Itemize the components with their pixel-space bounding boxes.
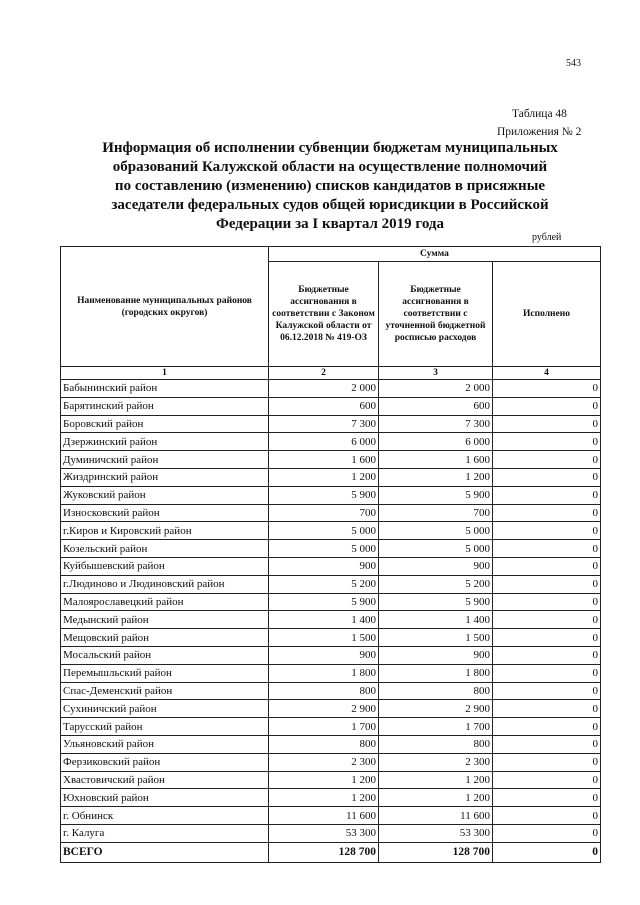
row-budget: 900 <box>379 557 493 575</box>
table-row <box>61 397 601 415</box>
row-budget: 2 300 <box>379 753 493 771</box>
row-name: Ульяновский район <box>61 735 269 753</box>
row-name: Куйбышевский район <box>61 557 269 575</box>
row-name: Медынский район <box>61 611 269 629</box>
row-name: Износковский район <box>61 504 269 522</box>
col-number: 1 <box>61 367 269 380</box>
row-law: 1 600 <box>269 451 379 469</box>
row-executed: 0 <box>493 575 601 593</box>
col-number: 3 <box>379 367 493 380</box>
row-executed: 0 <box>493 380 601 398</box>
title-line: образований Калужской области на осуществление полномочий <box>112 159 548 175</box>
table-row <box>61 486 601 504</box>
col-header-name: Наименование муниципальных районов (городских округов) <box>61 247 269 367</box>
title-line: по составлению (изменению) списков кандидатов в присяжные <box>114 178 546 194</box>
table-row <box>61 593 601 611</box>
row-law: 6 000 <box>269 433 379 451</box>
col-number: 4 <box>493 367 601 380</box>
row-name: Юхновский район <box>61 789 269 807</box>
row-law: 5 900 <box>269 486 379 504</box>
row-budget: 2 900 <box>379 700 493 718</box>
row-law: 900 <box>269 557 379 575</box>
row-executed: 0 <box>493 807 601 825</box>
col-header-executed: Исполнено <box>493 262 601 367</box>
row-executed: 0 <box>493 735 601 753</box>
row-law: 1 800 <box>269 664 379 682</box>
row-executed: 0 <box>493 486 601 504</box>
row-name: Ферзиковский район <box>61 753 269 771</box>
table-row <box>61 522 601 540</box>
row-law: 1 200 <box>269 468 379 486</box>
row-executed: 0 <box>493 522 601 540</box>
col-number: 2 <box>269 367 379 380</box>
row-budget: 53 300 <box>379 824 493 842</box>
appendix-label: Приложения № 2 <box>497 126 582 138</box>
row-name: Спас-Деменский район <box>61 682 269 700</box>
row-law: 7 300 <box>269 415 379 433</box>
table-row <box>61 451 601 469</box>
table-row <box>61 415 601 433</box>
row-budget: 5 200 <box>379 575 493 593</box>
row-name: Мещовский район <box>61 629 269 647</box>
row-law: 2 900 <box>269 700 379 718</box>
row-executed: 0 <box>493 664 601 682</box>
table-row <box>61 771 601 789</box>
table-row <box>61 682 601 700</box>
row-name: Тарусский район <box>61 718 269 736</box>
row-name: Бабынинский район <box>61 380 269 398</box>
row-executed: 0 <box>493 451 601 469</box>
title-line: Федерации за I квартал 2019 года <box>215 216 445 232</box>
row-executed: 0 <box>493 397 601 415</box>
row-executed: 0 <box>493 700 601 718</box>
row-budget: 1 600 <box>379 451 493 469</box>
row-name: г. Обнинск <box>61 807 269 825</box>
row-law: 800 <box>269 735 379 753</box>
row-executed: 0 <box>493 540 601 558</box>
table-row <box>61 735 601 753</box>
row-budget: 6 000 <box>379 433 493 451</box>
row-budget: 600 <box>379 397 493 415</box>
row-budget: 1 800 <box>379 664 493 682</box>
row-executed: 0 <box>493 504 601 522</box>
row-executed: 0 <box>493 629 601 647</box>
total-law: 128 700 <box>269 842 379 862</box>
row-law: 600 <box>269 397 379 415</box>
row-budget: 11 600 <box>379 807 493 825</box>
total-label: ВСЕГО <box>61 842 269 862</box>
row-name: Думиничский район <box>61 451 269 469</box>
row-law: 5 900 <box>269 593 379 611</box>
row-law: 2 000 <box>269 380 379 398</box>
row-budget: 5 000 <box>379 522 493 540</box>
row-budget: 5 000 <box>379 540 493 558</box>
row-law: 1 200 <box>269 771 379 789</box>
row-law: 1 700 <box>269 718 379 736</box>
row-executed: 0 <box>493 824 601 842</box>
row-name: Боровский район <box>61 415 269 433</box>
row-law: 11 600 <box>269 807 379 825</box>
row-budget: 1 700 <box>379 718 493 736</box>
units-label: рублей <box>532 232 562 243</box>
col-header-law: Бюджетные ассигнования в соответствии с Законом Калужской области от 06.12.2018 № 419-ОЗ <box>269 262 379 367</box>
row-budget: 1 200 <box>379 789 493 807</box>
col-header-budget: Бюджетные ассигнования в соответствии с уточненной бюджетной росписью расходов <box>379 262 493 367</box>
table-row <box>61 718 601 736</box>
row-law: 5 000 <box>269 522 379 540</box>
row-name: г.Людиново и Людиновский район <box>61 575 269 593</box>
row-budget: 700 <box>379 504 493 522</box>
table-row <box>61 646 601 664</box>
row-name: Козельский район <box>61 540 269 558</box>
row-law: 1 400 <box>269 611 379 629</box>
row-name: Жуковский район <box>61 486 269 504</box>
row-budget: 800 <box>379 682 493 700</box>
table-row <box>61 433 601 451</box>
row-executed: 0 <box>493 415 601 433</box>
table-label: Таблица 48 <box>512 108 567 120</box>
row-law: 5 000 <box>269 540 379 558</box>
row-law: 1 200 <box>269 789 379 807</box>
row-executed: 0 <box>493 771 601 789</box>
row-name: Мосальский район <box>61 646 269 664</box>
table-row <box>61 664 601 682</box>
row-name: Перемышльский район <box>61 664 269 682</box>
row-budget: 1 400 <box>379 611 493 629</box>
row-executed: 0 <box>493 646 601 664</box>
table-row <box>61 789 601 807</box>
row-executed: 0 <box>493 611 601 629</box>
row-budget: 7 300 <box>379 415 493 433</box>
row-executed: 0 <box>493 557 601 575</box>
table-row <box>61 753 601 771</box>
row-executed: 0 <box>493 789 601 807</box>
row-name: Жиздринский район <box>61 468 269 486</box>
page-number: 543 <box>566 58 581 69</box>
row-budget: 900 <box>379 646 493 664</box>
table-row <box>61 575 601 593</box>
row-name: Малоярославецкий район <box>61 593 269 611</box>
row-law: 5 200 <box>269 575 379 593</box>
row-name: Сухиничский район <box>61 700 269 718</box>
row-law: 1 500 <box>269 629 379 647</box>
row-executed: 0 <box>493 682 601 700</box>
row-budget: 5 900 <box>379 593 493 611</box>
row-executed: 0 <box>493 433 601 451</box>
title-line: заседатели федеральных судов общей юрисдикции в Российской <box>111 197 549 213</box>
table-row <box>61 504 601 522</box>
row-budget: 1 200 <box>379 771 493 789</box>
row-name: Барятинский район <box>61 397 269 415</box>
col-header-sum: Сумма <box>269 247 601 262</box>
row-budget: 2 000 <box>379 380 493 398</box>
row-executed: 0 <box>493 468 601 486</box>
row-name: Дзержинский район <box>61 433 269 451</box>
row-executed: 0 <box>493 593 601 611</box>
table-row <box>61 557 601 575</box>
row-name: Хвастовичский район <box>61 771 269 789</box>
table-body <box>61 380 601 843</box>
total-budget: 128 700 <box>379 842 493 862</box>
table-row <box>61 629 601 647</box>
table-row <box>61 807 601 825</box>
row-executed: 0 <box>493 718 601 736</box>
subvention-table <box>60 246 601 863</box>
title-line: Информация об исполнении субвенции бюджетам муниципальных <box>102 140 558 156</box>
table-row <box>61 700 601 718</box>
row-budget: 800 <box>379 735 493 753</box>
row-name: г.Киров и Кировский район <box>61 522 269 540</box>
row-law: 2 300 <box>269 753 379 771</box>
row-law: 53 300 <box>269 824 379 842</box>
table-row <box>61 540 601 558</box>
row-law: 800 <box>269 682 379 700</box>
table-row <box>61 611 601 629</box>
row-budget: 1 500 <box>379 629 493 647</box>
total-row <box>61 842 601 862</box>
total-executed: 0 <box>493 842 601 862</box>
row-budget: 1 200 <box>379 468 493 486</box>
row-executed: 0 <box>493 753 601 771</box>
table-row <box>61 380 601 398</box>
row-law: 700 <box>269 504 379 522</box>
table-row <box>61 468 601 486</box>
row-name: г. Калуга <box>61 824 269 842</box>
row-budget: 5 900 <box>379 486 493 504</box>
document-title <box>100 139 560 234</box>
table-row <box>61 824 601 842</box>
row-law: 900 <box>269 646 379 664</box>
